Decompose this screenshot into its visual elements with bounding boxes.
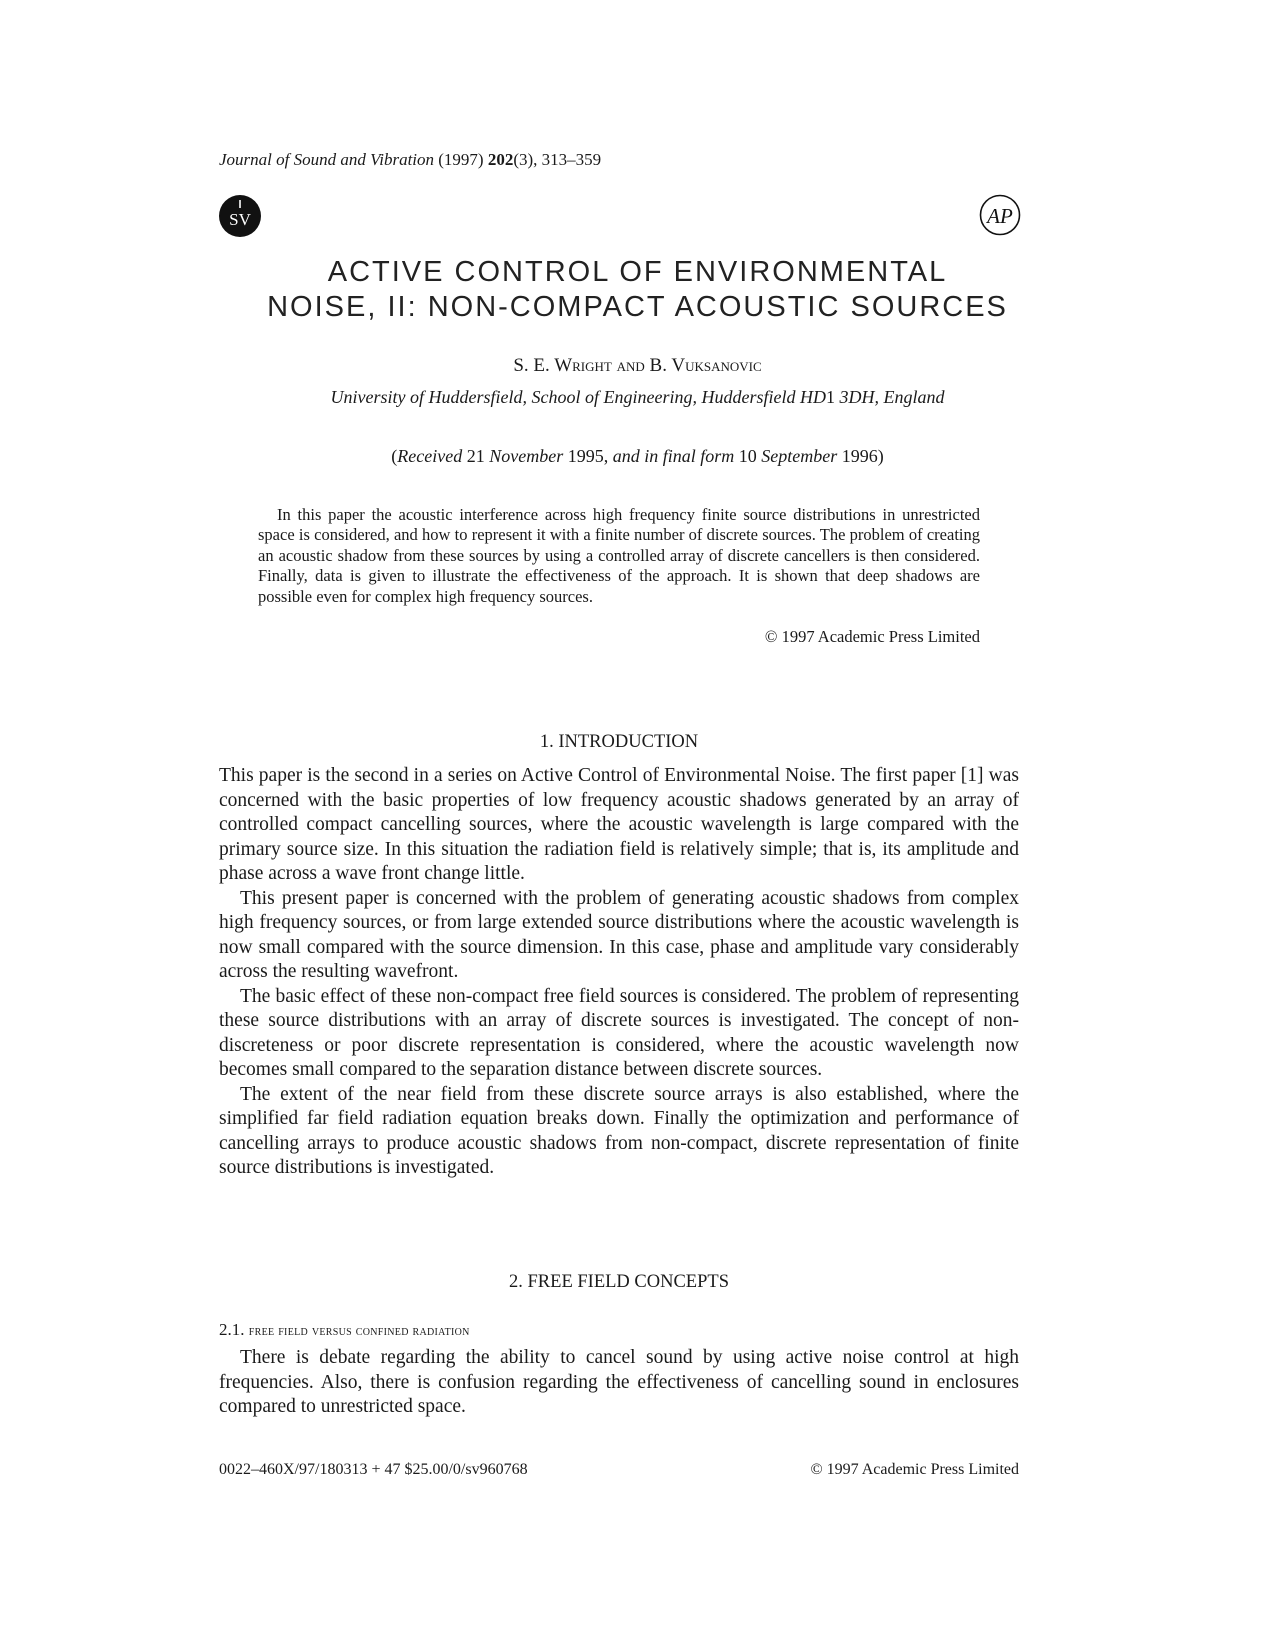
affil-country: England [883, 387, 945, 407]
received-label: Received [397, 446, 463, 466]
intro-paragraph-1: This paper is the second in a series on Active Control of Environmental Noise. The first paper [1] was concerned with the basic properties of low frequency acoustic shadows generated by an array of controlled compact cancelling sources, where the acoustic wavelength is large compared with the primary source size. In this situation the radiation field is relatively simple; that is, its amplitude and phase across a wave front change little. [219, 765, 1019, 884]
authors-and: and [616, 355, 645, 376]
received-year: 1995 [567, 446, 604, 466]
ap-logo-text: AP [987, 204, 1013, 228]
title-line-1: ACTIVE CONTROL OF ENVIRONMENTAL [327, 256, 948, 288]
free-field-body [219, 1346, 1019, 1420]
journal-volume: 202 [487, 150, 514, 169]
journal-citation [219, 150, 601, 170]
authors [180, 355, 1095, 377]
received-dates: (Received 21 November 1995, and in final form 10 September 1996) [391, 446, 884, 466]
author-2: B. Vuksanovic [649, 355, 762, 376]
author-1: S. E. Wright [513, 355, 612, 376]
paper-title [180, 255, 1095, 325]
journal-issue-pages: (3), 313–359 [513, 150, 602, 169]
free-field-paragraph: There is debate regarding the ability to cancel sound by using active noise control at high frequencies. Also, there is confusion regarding the effectiveness of cancelling sound in enclosures compared to unrestricted space. [219, 1347, 1019, 1417]
subsection-number: 2.1. [219, 1320, 245, 1339]
final-month: September [761, 446, 838, 466]
affiliation: University of Huddersfield, School of Engineering, Huddersfield HD1 3DH, England [330, 387, 945, 407]
footer-copyright: © 1997 Academic Press Limited [810, 1461, 1019, 1478]
intro-paragraph-4: The extent of the near field from these discrete source arrays is also established, where the simplified far field radiation equation breaks down. Finally the optimization and performance of cancelling arrays to produce acoustic shadows from non-compact, discrete representation of finite source distributions is investigated. [219, 1083, 1019, 1178]
sv-logo-icon [218, 194, 262, 238]
journal-name: Journal of Sound and Vibration [219, 150, 435, 169]
affil-postcode-num: 1 [825, 387, 835, 407]
final-year: 1996 [841, 446, 878, 466]
subsection-title: free field versus confined radiation [248, 1324, 470, 1339]
abstract-copyright: © 1997 Academic Press Limited [764, 627, 980, 646]
intro-paragraph-3: The basic effect of these non-compact free field sources is considered. The problem of representing these source distributions with an array of discrete sources is investigated. The concept of non-discreteness or poor discrete representation is considered, where the acoustic wavelength now becomes small compared to the separation distance between discrete sources. [219, 985, 1019, 1080]
affil-postcode-rest: 3DH [839, 387, 875, 407]
affil-university: University of Huddersfield [330, 387, 523, 407]
received-month: November [489, 446, 564, 466]
ap-logo-icon [979, 194, 1021, 236]
section-heading-free-field: 2. FREE FIELD CONCEPTS [509, 1272, 729, 1292]
introduction-body [219, 764, 1019, 1181]
final-form-label: and in final form [612, 446, 735, 466]
affil-school: School of Engineering [531, 387, 693, 407]
intro-paragraph-2: This present paper is concerned with the problem of generating acoustic shadows from complex high frequency sources, or from large extended source distributions where the acoustic wavelength is now small compared with the source dimension. In this case, phase and amplitude vary considerably across the resulting wavefront. [219, 887, 1019, 982]
section-heading-introduction: 1. INTRODUCTION [539, 732, 699, 752]
subsection-heading [219, 1320, 470, 1340]
journal-year: (1997) [438, 150, 484, 169]
final-day: 10 [738, 446, 757, 466]
footer-code: 0022–460X/97/180313 + 47 $25.00/0/sv960768 [219, 1461, 528, 1478]
received-day: 21 [466, 446, 485, 466]
abstract: In this paper the acoustic interference across high frequency finite source distributions in unrestricted space is considered, and how to represent it with a finite number of discrete sources. The problem of creating an acoustic shadow from these sources by using a controlled array of discrete cancellers is then considered. Finally, data is given to illustrate the effectiveness of the approach. It is shown that deep shadows are possible even for complex high frequency sources. [258, 505, 980, 606]
sv-logo-text: SV [229, 210, 251, 229]
affil-city: Huddersfield HD [701, 387, 826, 407]
title-line-2: NOISE, II: NON-COMPACT ACOUSTIC SOURCES [267, 291, 1008, 323]
